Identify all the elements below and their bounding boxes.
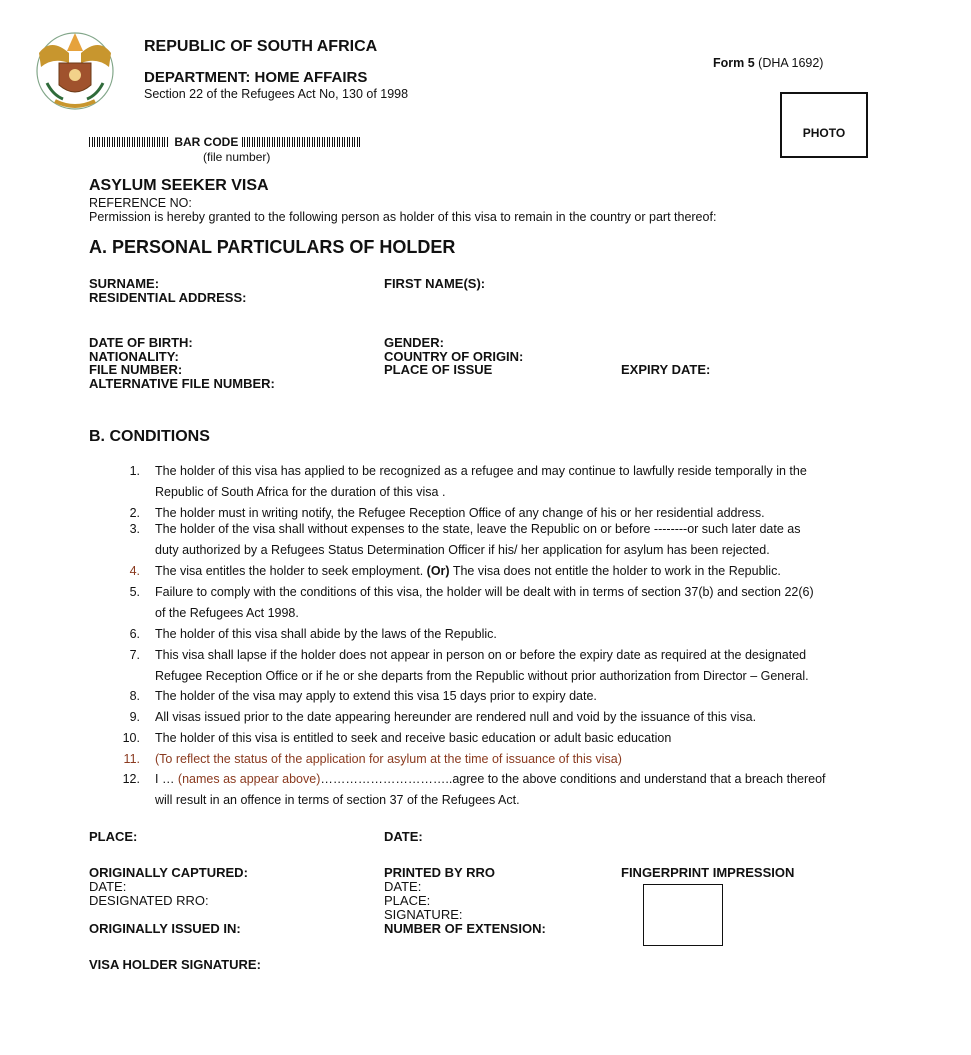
place-of-issue-label: PLACE OF ISSUE: [384, 362, 493, 377]
printed-date-label: DATE:: [384, 879, 422, 894]
printed-place-label: PLACE:: [384, 893, 431, 908]
residential-address-label: RESIDENTIAL ADDRESS:: [89, 290, 247, 305]
captured-date-label: DATE:: [89, 879, 127, 894]
act-section-text: Section 22 of the Refugees Act No, 130 of 1998: [144, 87, 409, 101]
barcode-bars-right-icon: [242, 136, 364, 146]
country-of-origin-label: COUNTRY OF ORIGIN:: [384, 349, 524, 364]
document-title: ASYLUM SEEKER VISA: [89, 177, 269, 194]
originally-issued-label: ORIGINALLY ISSUED IN:: [89, 921, 241, 936]
number-of-extension-label: NUMBER OF EXTENSION:: [384, 921, 546, 936]
file-number-label: FILE NUMBER:: [89, 362, 183, 377]
fingerprint-box: [643, 884, 723, 946]
nationality-label: NATIONALITY:: [89, 349, 179, 364]
first-names-label: FIRST NAME(S):: [384, 276, 486, 291]
printed-signature-label: SIGNATURE:: [384, 907, 463, 922]
fingerprint-label: FINGERPRINT IMPRESSION: [621, 865, 795, 880]
place-label: PLACE:: [89, 829, 138, 844]
barcode-label: BAR CODE: [174, 135, 239, 149]
designated-rro-label: DESIGNATED RRO:: [89, 893, 209, 908]
visa-holder-signature-label: VISA HOLDER SIGNATURE:: [89, 957, 261, 972]
originally-captured-label: ORIGINALLY CAPTURED:: [89, 865, 248, 880]
printed-by-rro-label: PRINTED BY RRO: [384, 865, 495, 880]
barcode-row: [89, 135, 364, 149]
coat-of-arms-logo: [29, 23, 121, 115]
date-label: DATE:: [384, 829, 423, 844]
reference-number-label: REFERENCE NO:: [89, 196, 192, 210]
gender-label: GENDER:: [384, 335, 444, 350]
surname-label: SURNAME:: [89, 276, 160, 291]
file-number-caption: (file number): [203, 150, 271, 164]
photo-label: PHOTO: [802, 126, 846, 140]
form-code: (DHA 1692): [754, 56, 824, 70]
permission-statement: Permission is hereby granted to the following person as holder of this visa to remain in the country or part thereof:: [89, 210, 717, 224]
expiry-date-label: EXPIRY DATE:: [621, 362, 711, 377]
form-label: [713, 56, 823, 70]
photo-box: [780, 92, 868, 158]
form-number: Form 5: [713, 56, 755, 70]
alternative-file-number-label: ALTERNATIVE FILE NUMBER:: [89, 376, 275, 391]
barcode-bars-left-icon: [89, 136, 171, 146]
date-of-birth-label: DATE OF BIRTH:: [89, 335, 193, 350]
country-heading: REPUBLIC OF SOUTH AFRICA: [144, 38, 378, 55]
section-b-heading: B. CONDITIONS: [89, 428, 210, 445]
section-a-heading: A. PERSONAL PARTICULARS OF HOLDER: [89, 237, 456, 257]
department-heading: DEPARTMENT: HOME AFFAIRS: [144, 69, 368, 86]
